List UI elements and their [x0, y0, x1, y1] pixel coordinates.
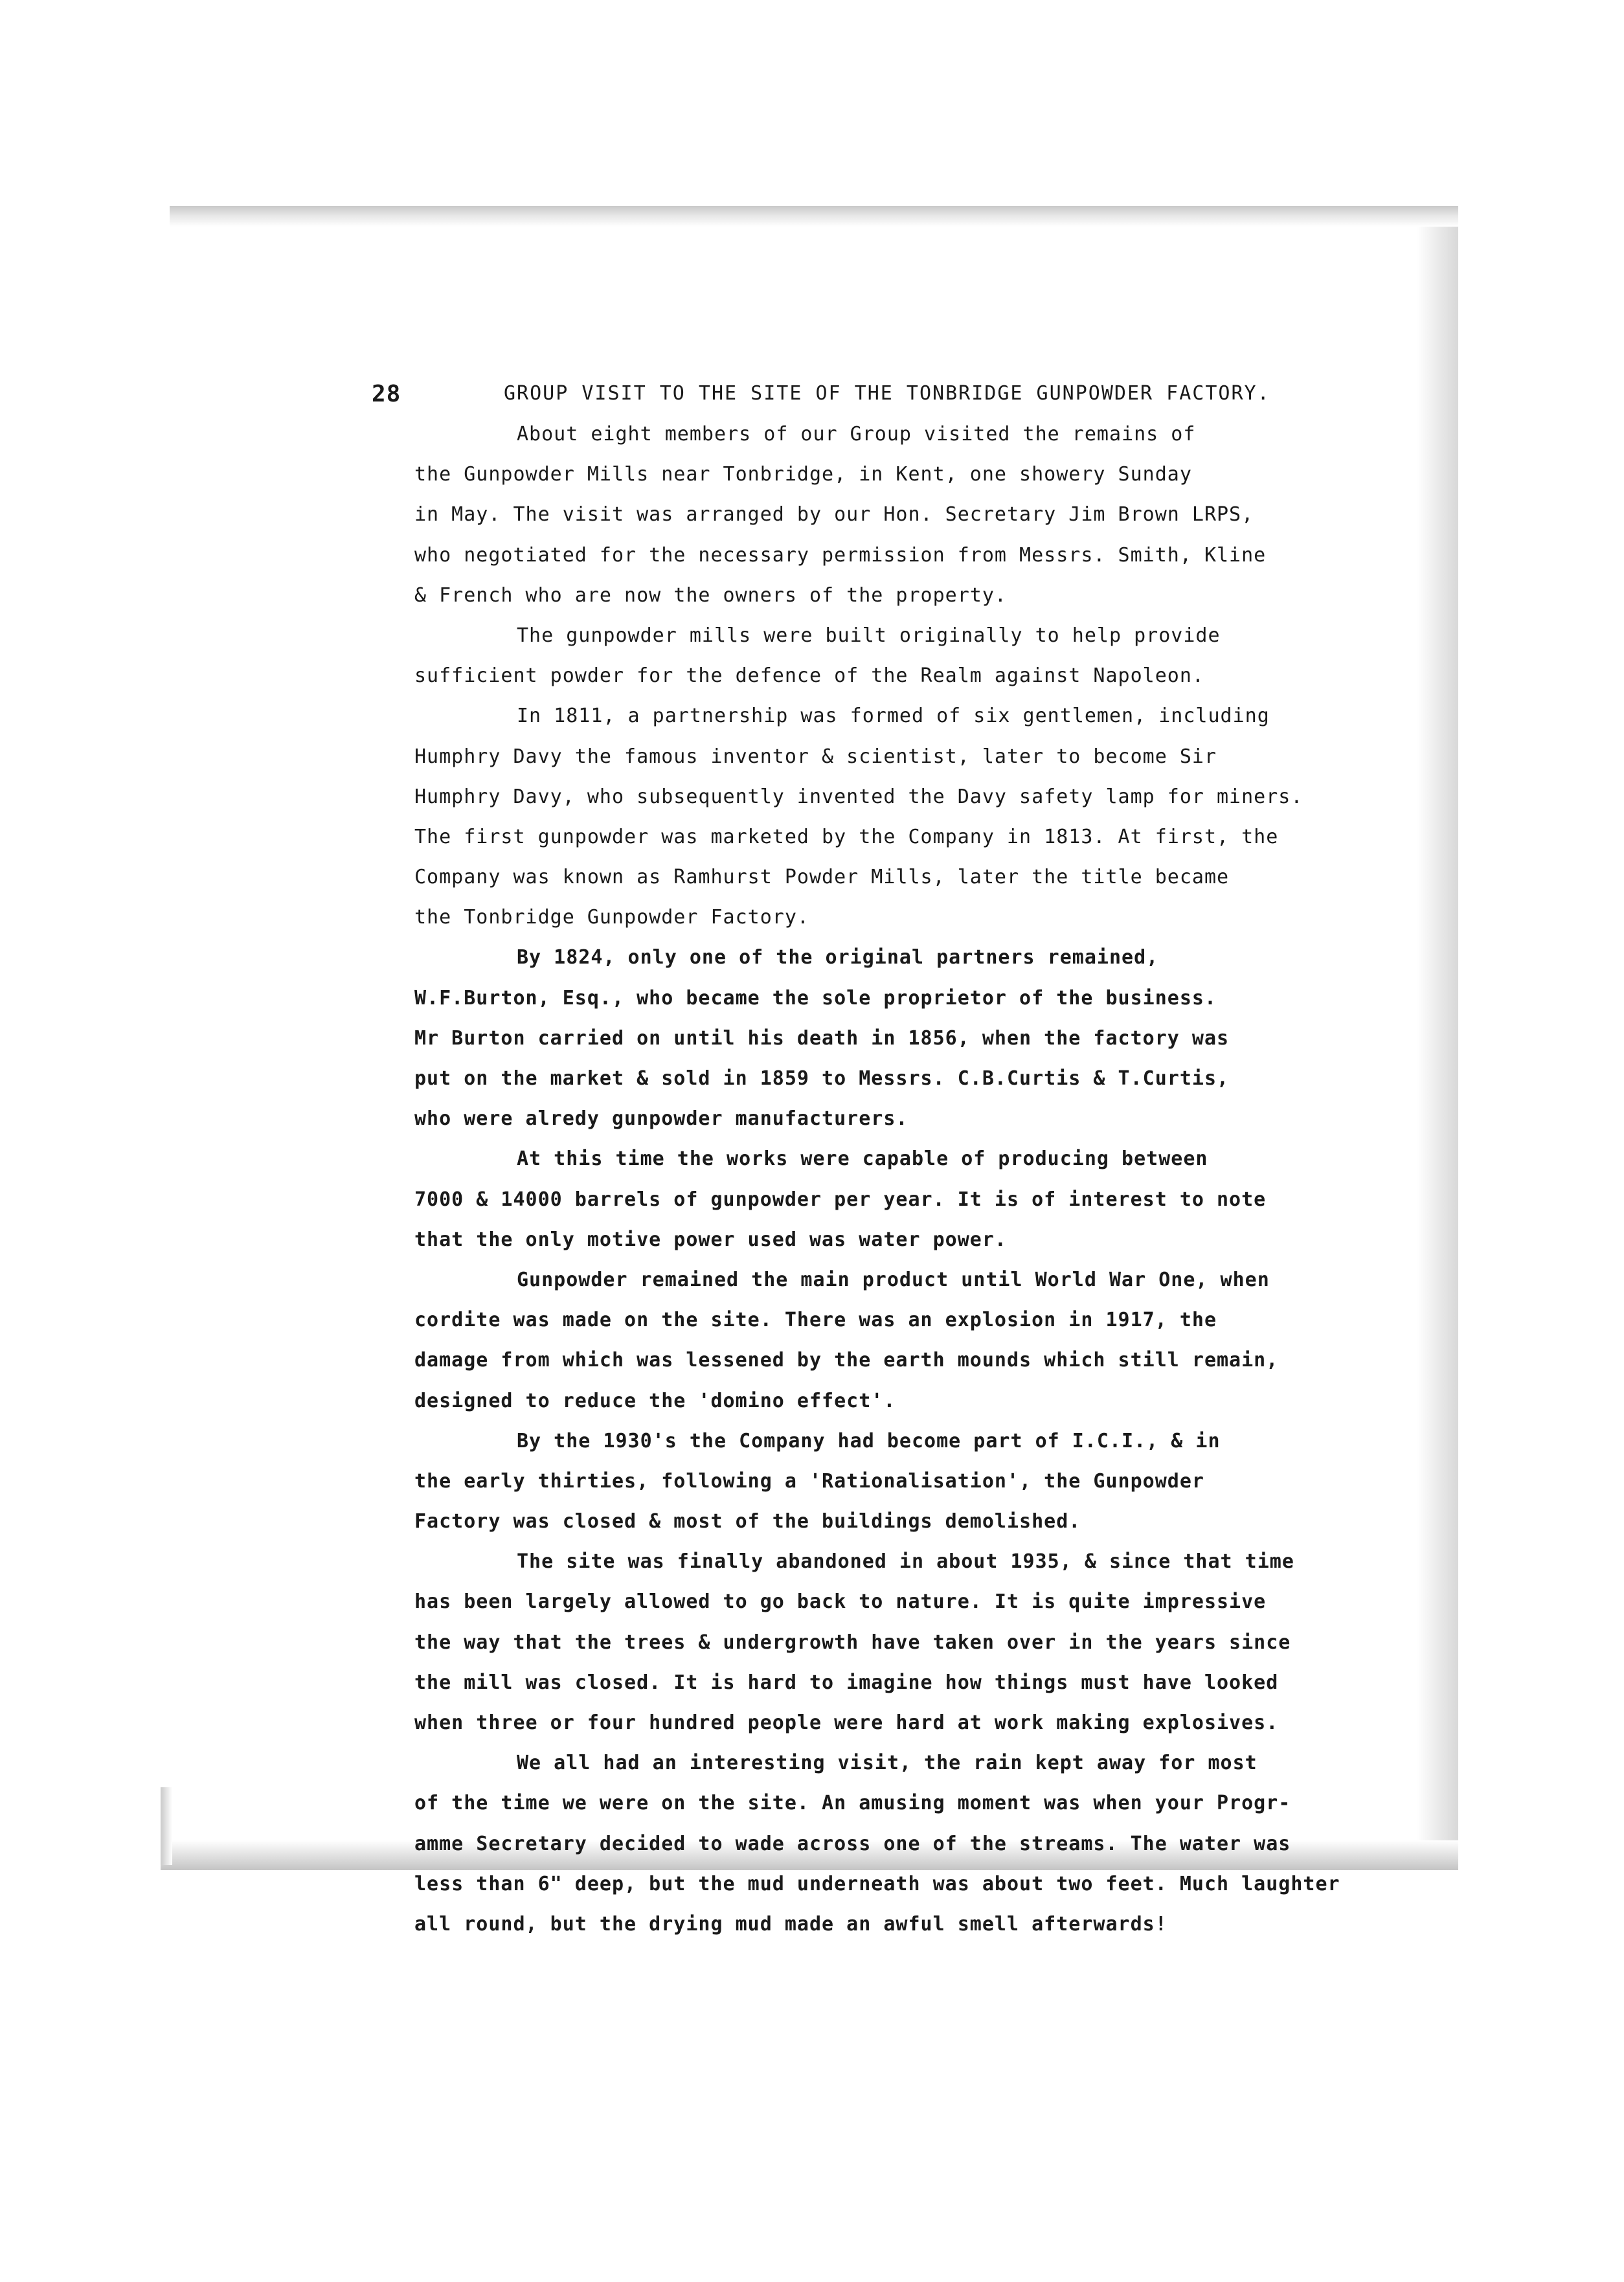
article-body	[414, 414, 1425, 1945]
body-line: put on the market & sold in 1859 to Messrs. C.B.Curtis & T.Curtis,	[414, 1067, 1230, 1090]
body-line: Gunpowder remained the main product until World War One, when	[517, 1268, 1270, 1291]
body-line: sufficient powder for the defence of the Realm against Napoleon.	[414, 664, 1204, 688]
body-line: About eight members of our Group visited the remains of	[517, 423, 1196, 446]
body-line: the Gunpowder Mills near Tonbridge, in Kent, one showery Sunday	[414, 463, 1192, 486]
body-line: designed to reduce the 'domino effect'.	[414, 1389, 896, 1412]
body-line: in May. The visit was arranged by our Hon. Secretary Jim Brown LRPS,	[414, 503, 1254, 526]
page-edge-left-shadow	[161, 1787, 172, 1865]
body-line: damage from which was lessened by the earth mounds which still remain,	[414, 1349, 1279, 1372]
body-line: of the time we were on the site. An amusing moment was when your Progr-	[414, 1792, 1291, 1815]
body-line: the mill was closed. It is hard to imagine how things must have looked	[414, 1671, 1279, 1694]
body-line: In 1811, a partnership was formed of six gentlemen, including	[517, 705, 1270, 728]
body-line: Mr Burton carried on until his death in 1856, when the factory was	[414, 1026, 1230, 1050]
body-line: the early thirties, following a 'Rationalisation', the Gunpowder	[414, 1469, 1204, 1493]
body-line: & French who are now the owners of the property.	[414, 583, 1007, 607]
body-line: Humphry Davy, who subsequently invented the Davy safety lamp for miners.	[414, 785, 1303, 808]
body-line: has been largely allowed to go back to nature. It is quite impressive	[414, 1590, 1267, 1614]
body-line: W.F.Burton, Esq., who became the sole proprietor of the business.	[414, 986, 1217, 1010]
body-line: that the only motive power used was water power.	[414, 1228, 1007, 1251]
page-edge-top-shadow	[170, 206, 1458, 227]
body-line: the way that the trees & undergrowth have taken over in the years since	[414, 1631, 1291, 1654]
body-line: the Tonbridge Gunpowder Factory.	[414, 906, 809, 929]
body-line: By 1824, only one of the original partners remained,	[517, 946, 1159, 969]
article-title: GROUP VISIT TO THE SITE OF THE TONBRIDGE GUNPOWDER FACTORY.	[504, 382, 1270, 405]
body-line: At this time the works were capable of producing between	[517, 1147, 1208, 1171]
body-line: who negotiated for the necessary permission from Messrs. Smith, Kline	[414, 543, 1267, 567]
body-line: Company was known as Ramhurst Powder Mills, later the title became	[414, 866, 1230, 889]
body-line: The site was finally abandoned in about 1935, & since that time	[517, 1550, 1294, 1574]
body-line: By the 1930's the Company had become part of I.C.I., & in	[517, 1429, 1221, 1452]
body-line: Humphry Davy the famous inventor & scientist, later to become Sir	[414, 745, 1217, 768]
body-line: cordite was made on the site. There was an explosion in 1917, the	[414, 1309, 1217, 1332]
body-line: who were alredy gunpowder manufacturers.	[414, 1107, 908, 1131]
body-line: We all had an interesting visit, the rain kept away for most	[517, 1752, 1257, 1775]
page-number: 28	[372, 381, 401, 407]
body-line: The first gunpowder was marketed by the Company in 1813. At first, the	[414, 825, 1279, 848]
body-line: amme Secretary decided to wade across one of the streams. The water was	[414, 1832, 1291, 1855]
body-line: 7000 & 14000 barrels of gunpowder per year. It is of interest to note	[414, 1188, 1267, 1211]
body-line: when three or four hundred people were hard at work making explosives.	[414, 1712, 1279, 1734]
body-line: less than 6" deep, but the mud underneath was about two feet. Much laughter	[414, 1872, 1340, 1895]
body-line: The gunpowder mills were built originally to help provide	[517, 624, 1221, 647]
body-line: Factory was closed & most of the buildings demolished.	[414, 1510, 1081, 1533]
body-line: all round, but the drying mud made an awful smell afterwards!	[414, 1912, 1167, 1936]
